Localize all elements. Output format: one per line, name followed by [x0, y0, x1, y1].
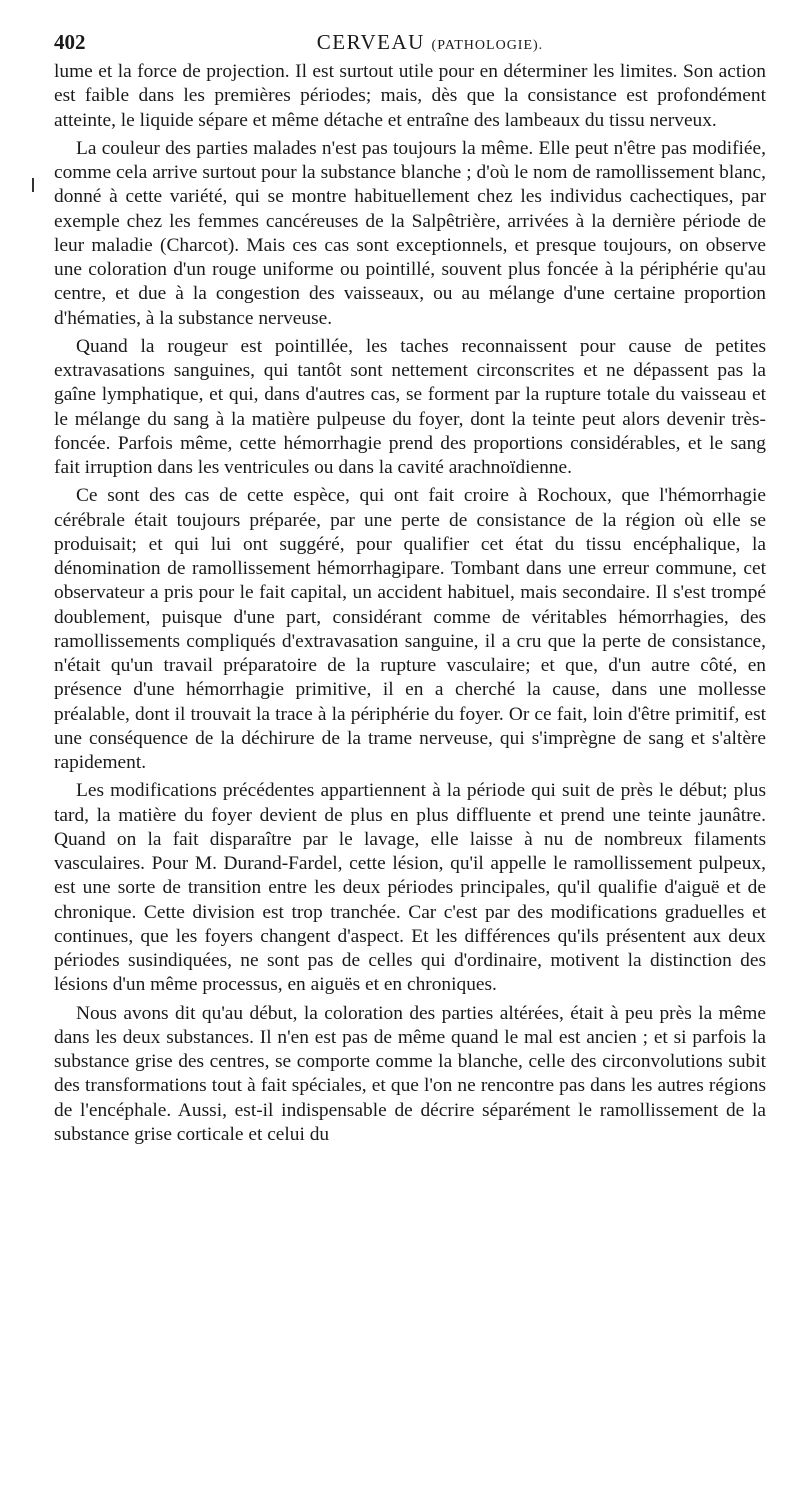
- running-title: [54, 30, 766, 55]
- paragraph-3: Quand la rougeur est pointillée, les taches reconnaissent pour cause de petites extravasations sanguines, qui tantôt sont nettement circonscrites et ne dépassent pas la gaîne lymphatique, et qui, dans d'autres cas, se forment par la rupture totale du vaisseau et le mélange du sang à la matière pulpeuse du foyer, dont la teinte peut alors devenir très-foncée. Parfois même, cette hémorrhagie prend des proportions considérables, et le sang fait irruption dans les ventricules ou dans la cavité arachnoïdienne.: [54, 335, 766, 478]
- margin-mark: [32, 178, 34, 192]
- paragraph-1: lume et la force de projection. Il est surtout utile pour en déterminer les limites. Son action est faible dans les premières périodes; mais, dès que la consistance est profondément atteinte, le liquide sépare et même détache et entraîne des lambeaux du tissu nerveux.: [54, 61, 766, 131]
- page-number: 402: [54, 30, 86, 54]
- paragraph-4: Ce sont des cas de cette espèce, qui ont fait croire à Rochoux, que l'hémorrhagie cérébrale était toujours préparée, par une perte de consistance de la région où elle se produisait; et qui lui ont suggéré, pour qualifier cet état du tissu encéphalique, la dénomination de ramollissement hémorrhagipare. Tombant dans une erreur commune, cet observateur a pris pour le fait capital, un accident habituel, mais secondaire. Il s'est trompé doublement, puisque d'une part, considérant comme de véritables hémorrhagies, des ramollissements compliqués d'extravasation sanguine, il a cru que la perte de consistance, n'était qu'un travail préparatoire de la rupture vasculaire; et que, d'un autre côté, en présence d'une hémorrhagie primitive, il en a cherché la cause, dans une mollesse préalable, dont il trouvait la trace à la périphérie du foyer. Or ce fait, loin d'être primitif, est une conséquence de la déchirure de la trame nerveuse, qui s'imprègne de sang et s'altère rapidement.: [54, 485, 766, 773]
- paragraph-5: Les modifications précédentes appartiennent à la période qui suit de près le début; plus tard, la matière du foyer devient de plus en plus diffluente et prend une teinte jaunâtre. Quand on la fait disparaître par le lavage, elle laisse à nu de nombreux filaments vasculaires. Pour M. Durand-Fardel, cette lésion, qu'il appelle le ramollissement pulpeux, est une sorte de transition entre les deux périodes principales, qu'il qualifie d'aiguë et de chronique. Cette division est trop tranchée. Car c'est par des modifications graduelles et continues, que les foyers changent d'aspect. Et les différences qu'ils présentent aux deux périodes susindiquées, ne sont pas de celles qui d'ordinaire, motivent la distinction des lésions d'un même processus, en aiguës et en chroniques.: [54, 780, 766, 996]
- body-text: [54, 60, 766, 1147]
- book-page: [54, 30, 766, 1147]
- paragraph-6: Nous avons dit qu'au début, la coloration des parties altérées, était à peu près la même dans les deux substances. Il n'en est pas de même quand le mal est ancien ; et si parfois la substance grise des centres, se comporte comme la blanche, celle des circonvolutions subit des transformations tout à fait spéciales, et que l'on ne rencontre pas dans les autres régions de l'encéphale. Aussi, est-il indispensable de décrire séparément le ramollissement de la substance grise corticale et celui du: [54, 1002, 766, 1145]
- running-title-main: CERVEAU: [316, 30, 425, 54]
- page-header: [54, 30, 766, 60]
- running-title-sub: (PATHOLOGIE).: [431, 38, 544, 53]
- paragraph-2: La couleur des parties malades n'est pas toujours la même. Elle peut n'être pas modifiée, comme cela arrive surtout pour la substance blanche ; d'où le nom de ramollissement blanc, donné à cette variété, qui se montre habituellement chez les individus cachectiques, par exemple chez les femmes cancéreuses de la Salpêtrière, arrivées à la dernière période de leur maladie (Charcot). Mais ces cas sont exceptionnels, et presque toujours, on observe une coloration d'un rouge uniforme ou pointillé, souvent plus foncée à la périphérie qu'au centre, et due à la congestion des vaisseaux, ou au mélange d'une certaine proportion d'hématies, à la substance nerveuse.: [54, 137, 766, 329]
